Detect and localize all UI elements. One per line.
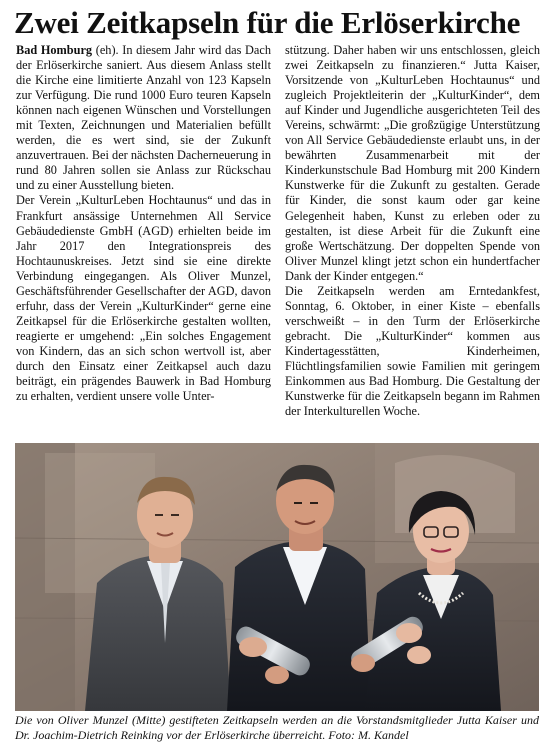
photo-caption: Die von Oliver Munzel (Mitte) gestifteten Zeitkapseln werden an die Vorstandsmitglieder Jutta Kaiser und Dr. Joachim-Dietrich Reinking vor der Erlöserkirche überreicht. Foto: M. Kandel [15, 713, 539, 742]
paragraph: stützung. Daher haben wir uns entschlossen, gleich zwei Zeitkapseln zu finanzieren.“ Jutta Kaiser, Vorsitzende von „KulturLeben Hochtaunus“ und zugleich Projektleiterin der „KulturKinder“, dem auf Kinder und Jugendliche ausgerichteten Teil des Vereins, schwärmt: „Die großzügige Unterstützung von All Service Gebäudedienste erlaubt uns, in der bewährten Zusammenarbeit mit der Kinderkunstschule Bad Homburg mit 200 Kindern Kunstwerke für die Zukunft zu gestalten. Gerade für Kinder, die sonst kaum oder gar keine Gelegenheit haben, Kunst zu erleben oder zu gestalten, ist diese Arbeit für die Zukunft eine große Wertschätzung. Der doppelten Spende von Oliver Munzel klingt jetzt schon ein hundertfacher Dank der Kinder entgegen.“ [285, 43, 540, 283]
article-photo [15, 443, 539, 711]
photo-illustration [15, 443, 539, 711]
article-column-right [285, 43, 540, 443]
dateline: Bad Homburg [16, 43, 93, 57]
paragraph-text: (eh). In diesem Jahr wird das Dach der Erlöserkirche saniert. Aus diesem Anlass stellt die Kirche eine limitierte Anzahl von 123 Kapseln zur Verfügung. Die rund 1000 Euro teuren Kapseln können nach eigenen Wünschen und Vorstellungen mit Texten, Zeichnungen und Materialien befüllt werden, die es wert sind, sie der Zukunft anzuvertrauen. Bei der nächsten Dacherneuerung in rund 80 Jahren sollen sie Anlass zur Rückschau und zu einer Ausstellung bieten. [16, 43, 271, 193]
article-column-left [16, 43, 271, 443]
paragraph [16, 43, 271, 193]
paragraph: Der Verein „KulturLeben Hochtaunus“ und das in Frankfurt ansässige Unternehmen All Service Gebäudedienste GmbH (AGD) erhielten beide im Jahr 2017 den Integrationspreis des Hochtaunuskreises. Jetzt sind sie eine direkte Verbindung eingegangen. Als Oliver Munzel, Geschäftsführender Gesellschafter der AGD, davon erfuhr, dass der Verein „KulturKinder“ gerne eine Zeitkapsel für die Erlöserkirche gestalten wollten, reagierte er umgehend: „Ein solches Engagement von Kindern, das an sich schon wertvoll ist, aber durch den Einsatz einer Zeitkapsel auch dazu beiträgt, ein prägendes Bauwerk in Bad Homburg zu erhalten, verdient unsere volle Unter- [16, 193, 271, 404]
paragraph: Die Zeitkapseln werden am Erntedankfest, Sonntag, 6. Oktober, in einer Kiste – ebenfalls verschweißt – in den Turm der Erlöserkirche gebracht. Die „KulturKinder“ kommen aus Kindertagesstätten, Kinderheimen, Flüchtlingsfamilien sowie Familien mit geringem Einkommen aus Bad Homburg. Die Gestaltung der Kunstwerke für die Zeitkapseln begann im Rahmen der Interkulturellen Woche. [285, 283, 540, 419]
article-body [16, 43, 540, 443]
article-headline: Zwei Zeitkapseln für die Erlöserkirche [14, 5, 521, 40]
